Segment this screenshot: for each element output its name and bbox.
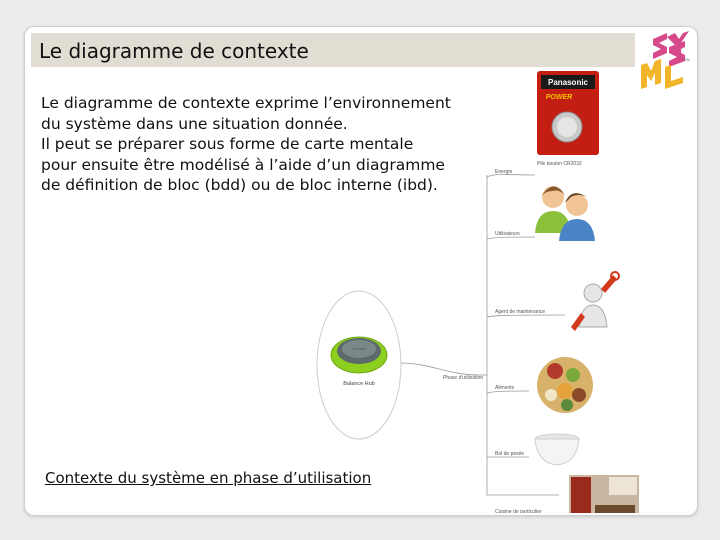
battery-caption: Pile bouton CR2032 [537, 161, 582, 167]
diagram-caption: Contexte du système en phase d’utilisation [45, 469, 372, 487]
bowl-icon [535, 434, 579, 465]
branch-label-energie: Energie [495, 169, 513, 175]
branch-label-aliments: Aliments [495, 385, 515, 391]
paragraph-context: Le diagramme de contexte exprime l’environnement du système dans une situation donnée. [41, 94, 451, 133]
branch-label-bol: Bol de pesée [495, 451, 525, 457]
kitchen-icon [569, 475, 639, 513]
center-label: Balance Hub [343, 381, 375, 387]
title-bar [31, 33, 635, 67]
hub-label: Phase d'utilisation [443, 375, 484, 381]
sysml-logo [637, 31, 693, 93]
branch-label-utilisateurs: Utilisateurs [495, 231, 520, 237]
battery-brand-sub: POWER [545, 94, 573, 101]
users-icon [535, 186, 595, 241]
branch-label-agent-maintenance: Agent de maintenance [495, 309, 546, 315]
slide-title: Le diagramme de contexte [39, 39, 309, 63]
device-text: ecohub [352, 346, 366, 351]
branch-label-cuisine: Cuisine de particulier [495, 509, 542, 513]
food-icon [537, 357, 593, 413]
slide [24, 26, 698, 516]
svg-text:TM: TM [684, 57, 690, 62]
sysml-logo-text: SysML [637, 31, 641, 32]
battery-brand: Panasonic [547, 78, 589, 87]
battery-icon [537, 71, 599, 155]
balance-device-icon [331, 337, 387, 373]
mind-map-diagram [309, 65, 639, 513]
paragraph-method: Il peut se préparer sous forme de carte mentale pour ensuite être modélisé à l’aide d’un diagramme de définition de bloc (bdd) ou de bloc interne (ibd). [41, 135, 445, 194]
maintenance-agent-icon [571, 272, 619, 331]
